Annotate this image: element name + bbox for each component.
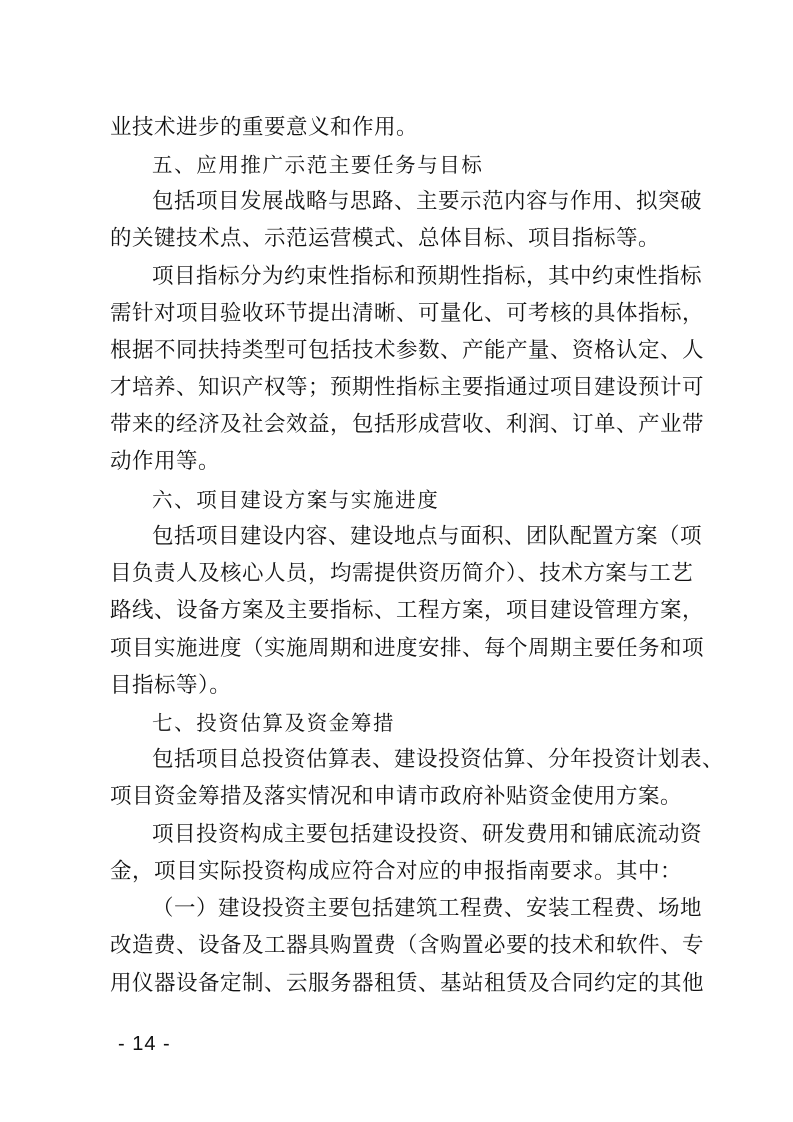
text-line: 根据不同扶持类型可包括技术参数、产能产量、资格认定、人	[110, 338, 705, 363]
text-line: 项目指标分为约束性指标和预期性指标，其中约束性指标	[152, 264, 703, 289]
text-line: 动作用等。	[110, 449, 221, 474]
section-heading: 七、投资估算及资金筹措	[152, 711, 396, 735]
text-line: 用仪器设备定制、云服务器租赁、基站租赁及合同约定的其他	[110, 971, 705, 996]
text-line: 才培养、知识产权等；预期性指标主要指通过项目建设预计可	[110, 375, 705, 400]
text-line: 的关键技术点、示范运营模式、总体目标、项目指标等。	[110, 226, 661, 251]
text-line: 目指标等）。	[110, 673, 232, 698]
text-line: （一）建设投资主要包括建筑工程费、安装工程费、场地	[152, 896, 703, 921]
section-heading: 六、项目建设方案与实施进度	[152, 488, 440, 512]
text-line: 包括项目发展战略与思路、主要示范内容与作用、拟突破	[152, 189, 703, 214]
text-line: 改造费、设备及工器具购置费（含购置必要的技术和软件、专	[110, 933, 705, 958]
page-number: - 14 -	[118, 1033, 171, 1055]
text-line: 包括项目总投资估算表、建设投资估算、分年投资计划表、	[152, 747, 725, 772]
text-line: 目负责人及核心人员，均需提供资历简介）、技术方案与工艺	[110, 561, 694, 586]
text-line: 金，项目实际投资构成应符合对应的申报指南要求。其中：	[110, 859, 683, 884]
section-heading: 五、应用推广示范主要任务与目标	[152, 153, 484, 177]
text-line: 项目投资构成主要包括建设投资、研发费用和铺底流动资	[152, 822, 703, 847]
text-line: 需针对项目验收环节提出清晰、可量化、可考核的具体指标，	[110, 301, 705, 326]
text-line: 业技术进步的重要意义和作用。	[110, 115, 419, 140]
text-line: 项目资金筹措及落实情况和申请市政府补贴资金使用方案。	[110, 784, 683, 809]
text-line: 包括项目建设内容、建设地点与面积、团队配置方案（项	[152, 524, 703, 549]
text-line: 带来的经济及社会效益，包括形成营收、利润、订单、产业带	[110, 412, 705, 437]
text-line: 项目实施进度（实施周期和进度安排、每个周期主要任务和项	[110, 636, 705, 661]
text-line: 路线、设备方案及主要指标、工程方案，项目建设管理方案，	[110, 598, 705, 623]
